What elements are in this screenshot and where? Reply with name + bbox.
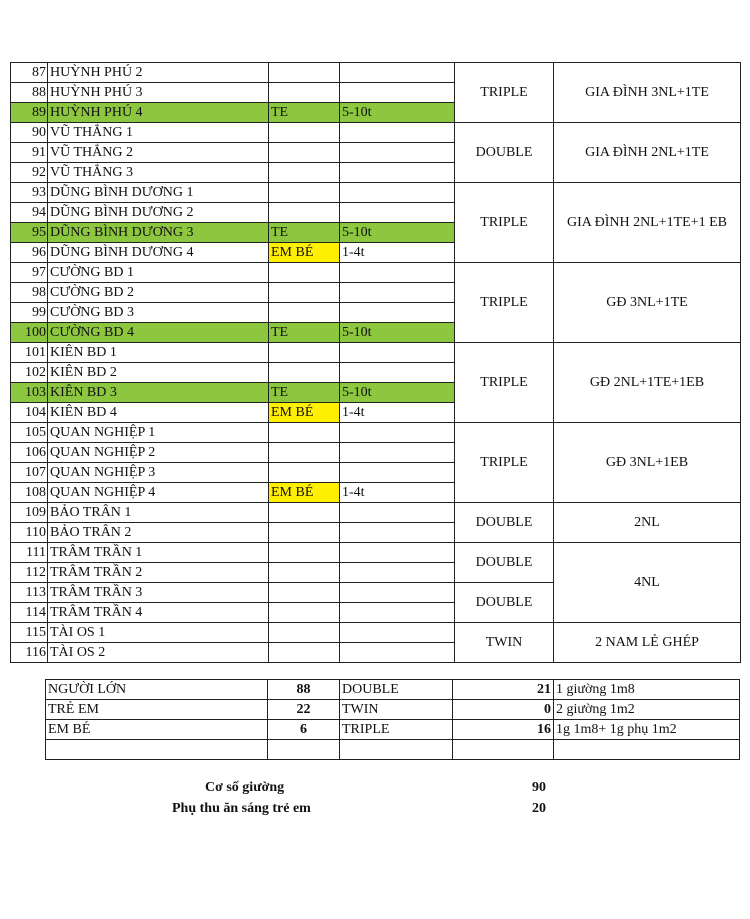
guest-name: TÀI OS 1 [48, 623, 269, 643]
guest-name: KIÊN BD 1 [48, 343, 269, 363]
guest-name: DŨNG BÌNH DƯƠNG 1 [48, 183, 269, 203]
table-row [46, 720, 740, 740]
summary-room-count [453, 740, 554, 760]
guest-name: TRÂM TRẦN 1 [48, 543, 269, 563]
guest-name: DŨNG BÌNH DƯƠNG 3 [48, 223, 269, 243]
guest-name: DŨNG BÌNH DƯƠNG 4 [48, 243, 269, 263]
guest-age [340, 83, 455, 103]
breakfast-surcharge-label: Phụ thu ăn sáng trẻ em [172, 801, 311, 816]
room-number: 113 [11, 583, 48, 603]
guest-age [340, 143, 455, 163]
guest-age [340, 643, 455, 663]
table-row [11, 263, 741, 283]
guest-age [340, 283, 455, 303]
guest-type: EM BÉ [269, 243, 340, 263]
guest-age [340, 443, 455, 463]
table-row [11, 423, 741, 443]
summary-table [45, 679, 740, 760]
guest-name: VŨ THẮNG 1 [48, 123, 269, 143]
beds-value: 90 [532, 780, 546, 795]
room-number: 107 [11, 463, 48, 483]
table-row [46, 700, 740, 720]
summary-value: 6 [268, 720, 340, 740]
guest-age [340, 183, 455, 203]
summary-room-count: 0 [453, 700, 554, 720]
summary-label [46, 740, 268, 760]
guest-type [269, 623, 340, 643]
room-number: 115 [11, 623, 48, 643]
breakfast-surcharge-value: 20 [532, 801, 546, 816]
guest-name: CƯỜNG BD 1 [48, 263, 269, 283]
group-description: GĐ 3NL+1TE [554, 263, 741, 343]
summary-label: TRẺ EM [46, 700, 268, 720]
guest-type [269, 563, 340, 583]
guest-type [269, 443, 340, 463]
guest-name: HUỲNH PHÚ 3 [48, 83, 269, 103]
table-row [46, 680, 740, 700]
room-number: 110 [11, 523, 48, 543]
table-row [46, 740, 740, 760]
guest-type: EM BÉ [269, 483, 340, 503]
room-number: 99 [11, 303, 48, 323]
table-row [11, 183, 741, 203]
guest-age [340, 363, 455, 383]
table-row [11, 343, 741, 363]
guest-age: 5-10t [340, 383, 455, 403]
guest-name: QUAN NGHIỆP 2 [48, 443, 269, 463]
guest-type: TE [269, 103, 340, 123]
room-number: 91 [11, 143, 48, 163]
summary-bed-note: 1 giường 1m8 [554, 680, 740, 700]
room-assignment-table [10, 62, 741, 663]
guest-name: CƯỜNG BD 2 [48, 283, 269, 303]
room-number: 103 [11, 383, 48, 403]
room-number: 114 [11, 603, 48, 623]
room-number: 89 [11, 103, 48, 123]
summary-room-type: DOUBLE [340, 680, 453, 700]
guest-type: TE [269, 223, 340, 243]
guest-age [340, 63, 455, 83]
table-row [11, 543, 741, 563]
guest-name: TRÂM TRẦN 4 [48, 603, 269, 623]
room-number: 94 [11, 203, 48, 223]
guest-age [340, 343, 455, 363]
guest-age: 1-4t [340, 483, 455, 503]
guest-name: HUỲNH PHÚ 4 [48, 103, 269, 123]
guest-age [340, 203, 455, 223]
summary-label: NGƯỜI LỚN [46, 680, 268, 700]
summary-room-count: 21 [453, 680, 554, 700]
beds-label: Cơ số giường [205, 780, 285, 795]
guest-type [269, 123, 340, 143]
room-number: 96 [11, 243, 48, 263]
guest-name: TRÂM TRẦN 2 [48, 563, 269, 583]
guest-type [269, 163, 340, 183]
summary-room-type: TWIN [340, 700, 453, 720]
room-number: 97 [11, 263, 48, 283]
guest-type: TE [269, 323, 340, 343]
guest-type [269, 303, 340, 323]
summary-room-count: 16 [453, 720, 554, 740]
group-description: GĐ 2NL+1TE+1EB [554, 343, 741, 423]
table-row [11, 63, 741, 83]
guest-age [340, 463, 455, 483]
room-number: 104 [11, 403, 48, 423]
guest-name: KIÊN BD 3 [48, 383, 269, 403]
guest-type [269, 583, 340, 603]
guest-name: HUỲNH PHÚ 2 [48, 63, 269, 83]
room-number: 111 [11, 543, 48, 563]
group-description: 2 NAM LẺ GHÉP [554, 623, 741, 663]
room-number: 112 [11, 563, 48, 583]
room-type: DOUBLE [455, 583, 554, 623]
guest-type [269, 523, 340, 543]
room-number: 93 [11, 183, 48, 203]
room-number: 88 [11, 83, 48, 103]
guest-type [269, 503, 340, 523]
guest-type [269, 63, 340, 83]
room-number: 98 [11, 283, 48, 303]
room-type: DOUBLE [455, 543, 554, 583]
table-row [11, 623, 741, 643]
summary-bed-note: 1g 1m8+ 1g phụ 1m2 [554, 720, 740, 740]
summary-bed-note [554, 740, 740, 760]
guest-age: 5-10t [340, 223, 455, 243]
group-description: GIA ĐÌNH 3NL+1TE [554, 63, 741, 123]
room-type: TRIPLE [455, 343, 554, 423]
room-number: 105 [11, 423, 48, 443]
guest-type [269, 363, 340, 383]
guest-name: BẢO TRÂN 2 [48, 523, 269, 543]
room-number: 87 [11, 63, 48, 83]
guest-name: BẢO TRÂN 1 [48, 503, 269, 523]
room-type: DOUBLE [455, 123, 554, 183]
room-number: 116 [11, 643, 48, 663]
guest-name: VŨ THẮNG 2 [48, 143, 269, 163]
room-number: 108 [11, 483, 48, 503]
guest-type [269, 183, 340, 203]
guest-age: 1-4t [340, 243, 455, 263]
summary-bed-note: 2 giường 1m2 [554, 700, 740, 720]
guest-type [269, 423, 340, 443]
guest-type: TE [269, 383, 340, 403]
guest-age [340, 503, 455, 523]
room-type: DOUBLE [455, 503, 554, 543]
guest-type [269, 343, 340, 363]
guest-type: EM BÉ [269, 403, 340, 423]
room-number: 109 [11, 503, 48, 523]
room-number: 101 [11, 343, 48, 363]
guest-name: TRÂM TRẦN 3 [48, 583, 269, 603]
guest-age [340, 263, 455, 283]
room-type: TWIN [455, 623, 554, 663]
room-type: TRIPLE [455, 183, 554, 263]
guest-name: VŨ THẮNG 3 [48, 163, 269, 183]
guest-age: 1-4t [340, 403, 455, 423]
guest-type [269, 463, 340, 483]
room-number: 100 [11, 323, 48, 343]
room-type: TRIPLE [455, 423, 554, 503]
guest-type [269, 543, 340, 563]
guest-type [269, 283, 340, 303]
group-description: GIA ĐÌNH 2NL+1TE [554, 123, 741, 183]
guest-age [340, 603, 455, 623]
room-number: 92 [11, 163, 48, 183]
group-description: 4NL [554, 543, 741, 623]
guest-age: 5-10t [340, 103, 455, 123]
guest-name: QUAN NGHIỆP 4 [48, 483, 269, 503]
guest-name: CƯỜNG BD 4 [48, 323, 269, 343]
table-row [11, 123, 741, 143]
guest-age: 5-10t [340, 323, 455, 343]
guest-name: QUAN NGHIỆP 1 [48, 423, 269, 443]
summary-room-type: TRIPLE [340, 720, 453, 740]
guest-type [269, 643, 340, 663]
group-description: GIA ĐÌNH 2NL+1TE+1 EB [554, 183, 741, 263]
guest-age [340, 303, 455, 323]
room-number: 102 [11, 363, 48, 383]
guest-name: TÀI OS 2 [48, 643, 269, 663]
group-description: 2NL [554, 503, 741, 543]
group-description: GĐ 3NL+1EB [554, 423, 741, 503]
guest-age [340, 523, 455, 543]
room-number: 90 [11, 123, 48, 143]
guest-age [340, 163, 455, 183]
guest-age [340, 423, 455, 443]
guest-age [340, 583, 455, 603]
guest-name: CƯỜNG BD 3 [48, 303, 269, 323]
guest-age [340, 563, 455, 583]
guest-type [269, 143, 340, 163]
room-type: TRIPLE [455, 263, 554, 343]
guest-type [269, 203, 340, 223]
summary-label: EM BÉ [46, 720, 268, 740]
guest-age [340, 623, 455, 643]
room-number: 106 [11, 443, 48, 463]
room-number: 95 [11, 223, 48, 243]
guest-type [269, 603, 340, 623]
guest-age [340, 123, 455, 143]
room-type: TRIPLE [455, 63, 554, 123]
guest-type [269, 83, 340, 103]
summary-value [268, 740, 340, 760]
table-row [11, 503, 741, 523]
guest-name: QUAN NGHIỆP 3 [48, 463, 269, 483]
summary-room-type [340, 740, 453, 760]
guest-name: KIÊN BD 4 [48, 403, 269, 423]
guest-name: KIÊN BD 2 [48, 363, 269, 383]
summary-value: 88 [268, 680, 340, 700]
guest-name: DŨNG BÌNH DƯƠNG 2 [48, 203, 269, 223]
guest-type [269, 263, 340, 283]
summary-value: 22 [268, 700, 340, 720]
guest-age [340, 543, 455, 563]
